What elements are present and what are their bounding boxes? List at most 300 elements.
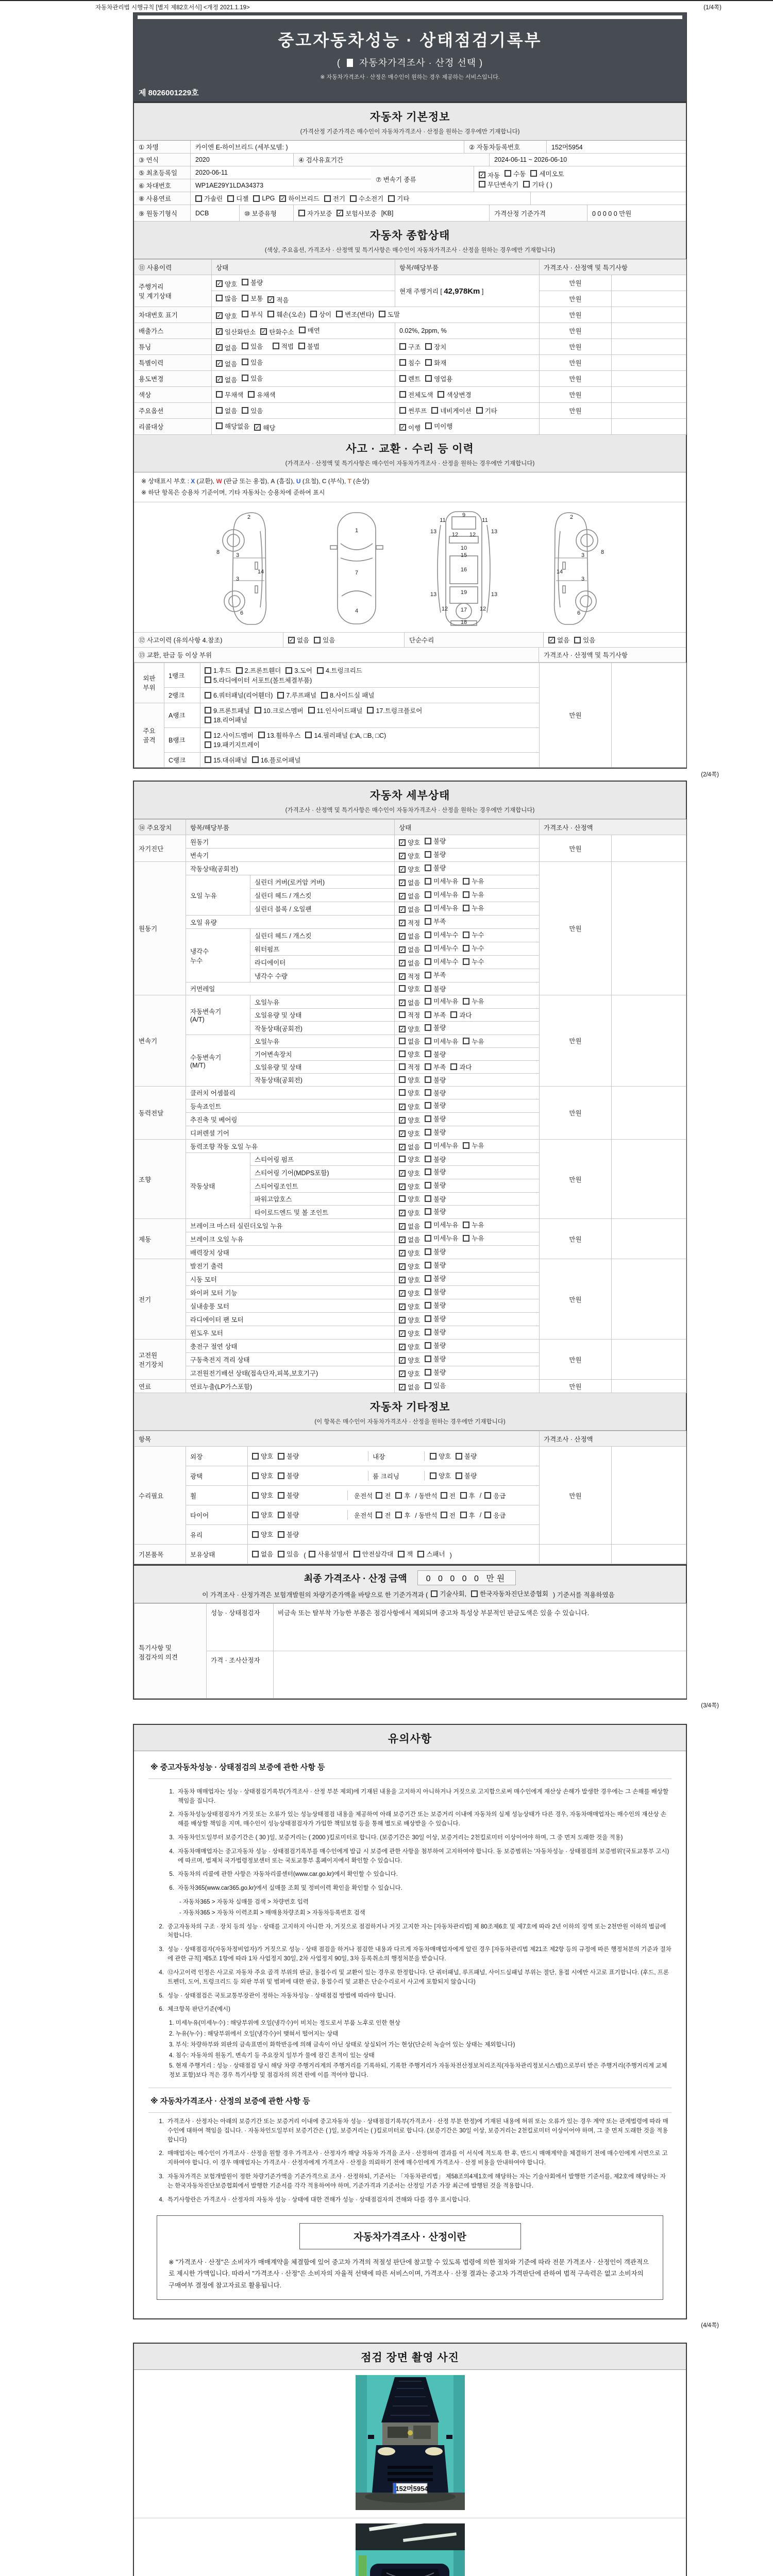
checkbox-option[interactable] <box>314 635 335 645</box>
checkbox-option[interactable] <box>285 666 312 675</box>
checkbox-option[interactable] <box>252 1451 273 1461</box>
checkbox-box <box>309 1551 315 1557</box>
checkbox-option[interactable] <box>425 836 446 845</box>
checkbox-option[interactable] <box>399 878 420 887</box>
checkbox-label: 양호 <box>408 1370 421 1378</box>
checkbox-option[interactable] <box>425 1220 458 1229</box>
checkbox-option[interactable] <box>248 390 275 399</box>
checkbox-option[interactable] <box>425 1141 458 1150</box>
checkbox-option[interactable] <box>574 635 595 645</box>
checkbox-box <box>399 391 406 398</box>
checkbox-option[interactable] <box>399 838 420 847</box>
checkbox-option[interactable] <box>425 1381 446 1390</box>
checkbox-option[interactable] <box>399 1289 420 1298</box>
checkbox-option[interactable] <box>399 1342 420 1351</box>
checkbox-option[interactable] <box>399 1075 420 1084</box>
checkbox-option[interactable] <box>425 1314 446 1323</box>
checkbox-option[interactable] <box>399 1235 420 1244</box>
checkbox-option[interactable] <box>548 635 569 645</box>
checkbox-option[interactable] <box>425 903 458 912</box>
section-subtitle: (가격산정 기준가격은 매수인이 자동차가격조사 · 산정을 원하는 경우에만 기재합니다) <box>300 129 520 135</box>
checkbox-box <box>463 891 469 898</box>
checkbox-option[interactable] <box>216 279 237 289</box>
checkbox-option[interactable] <box>399 958 420 968</box>
checkbox-option[interactable] <box>425 1155 446 1164</box>
checkbox-option[interactable] <box>399 1355 420 1365</box>
checkbox-option[interactable] <box>425 1247 446 1256</box>
checkbox-option[interactable] <box>273 342 294 351</box>
checkbox-label: 미세누유 <box>433 1142 459 1150</box>
checkbox-box: ✓ <box>399 839 405 846</box>
checkbox-option[interactable] <box>425 1088 446 1097</box>
checkbox-option[interactable] <box>399 1102 420 1111</box>
notice-sub-item: 2. 누유(누수) : 해당부위에서 오일(냉각수)이 맺혀서 떨어지는 상태 <box>169 2030 339 2037</box>
checkbox-option[interactable] <box>398 1549 413 1558</box>
checkbox-option[interactable] <box>425 984 446 993</box>
checkbox-box <box>376 1492 382 1499</box>
checkbox-option[interactable] <box>278 1530 299 1539</box>
checkbox-option[interactable] <box>479 180 518 189</box>
checkbox-option[interactable] <box>399 1049 420 1059</box>
checkbox-option[interactable] <box>425 421 452 431</box>
table-row <box>135 387 686 403</box>
checkbox-option[interactable] <box>425 1354 446 1363</box>
checkbox-option[interactable] <box>399 1369 420 1378</box>
checkbox-option[interactable] <box>399 1208 420 1217</box>
checkbox-option[interactable] <box>205 755 247 765</box>
checkbox-option[interactable] <box>324 194 345 203</box>
notice-item-text: 성능 · 상태점검자(자동차정비업자)가 거짓으로 성능 · 상태 점검을 하거나 점검한 내용과 다르게 자동차매매업자에게 알린 경우 [자동차관리법 제21조 제2항 등의 규정에 따른 행정처분의 기준과 절차에 관한 규칙] 제5조 1항에 따라 1차 사업정지 30일, 2차 사업정지 90일, 3차 등록취소의 행정처분을 받습니다. <box>167 1946 671 1962</box>
status-checks <box>212 323 395 339</box>
checkbox-option[interactable] <box>399 1329 420 1338</box>
checkbox-label: 해당 <box>263 424 276 432</box>
checkbox-label: 기타 <box>397 195 410 202</box>
overall-title-bar <box>134 222 686 259</box>
checkbox-label: 13.휠하우스 <box>266 732 301 739</box>
checkbox-option[interactable] <box>463 996 484 1006</box>
checkbox-option[interactable] <box>205 675 312 685</box>
checkbox-option[interactable] <box>399 1262 420 1271</box>
checkbox-option[interactable] <box>305 731 386 740</box>
checkbox-option[interactable] <box>463 903 484 912</box>
checkbox-label: 양호 <box>408 1170 421 1178</box>
item-content <box>248 1486 540 1505</box>
checkbox-box <box>425 1182 431 1189</box>
checkbox-option[interactable] <box>463 1037 484 1046</box>
checkbox-option[interactable] <box>216 327 256 336</box>
checkbox-box <box>379 311 385 317</box>
checkbox-label: 불량 <box>433 1369 446 1377</box>
checkbox-option[interactable] <box>425 1287 446 1296</box>
checkbox-option[interactable] <box>399 1275 420 1284</box>
checkbox-option[interactable] <box>399 905 420 914</box>
checkbox-option[interactable] <box>388 194 409 203</box>
checkbox-option[interactable] <box>216 406 237 415</box>
checkbox-option[interactable] <box>236 666 281 675</box>
checkbox-label: 7.루프패널 <box>286 692 317 700</box>
checkbox-option[interactable] <box>441 1511 456 1520</box>
photo-area-front <box>134 2370 686 2518</box>
checkbox-option[interactable] <box>278 1451 299 1461</box>
checkbox-option[interactable] <box>258 731 301 740</box>
checkbox-option[interactable] <box>505 169 526 178</box>
checkbox-option[interactable] <box>450 1010 472 1020</box>
checkbox-box <box>205 717 211 723</box>
checkbox-label: 불량 <box>433 1329 446 1336</box>
checkbox-option[interactable] <box>425 957 458 966</box>
text-token: / 동반석 <box>415 1492 438 1500</box>
checkbox-option[interactable] <box>278 1490 299 1500</box>
checkbox-option[interactable] <box>242 406 263 415</box>
svg-text:3: 3 <box>236 576 239 583</box>
item-cell <box>395 355 540 371</box>
checkbox-option[interactable] <box>399 918 420 927</box>
checkbox-option[interactable] <box>336 310 374 319</box>
checkbox-label: 구조 <box>408 343 421 351</box>
price-note-cell <box>612 1219 686 1259</box>
checkbox-option[interactable] <box>205 731 254 740</box>
checkbox-option[interactable] <box>216 311 237 320</box>
checkbox-option[interactable] <box>308 706 363 715</box>
checkbox-option[interactable] <box>242 374 263 383</box>
checkbox-option[interactable] <box>216 294 237 303</box>
checkbox-label: 불법 <box>307 343 320 350</box>
checkbox-option[interactable] <box>438 390 471 399</box>
checkbox-option[interactable] <box>205 690 273 700</box>
checkbox-option[interactable] <box>399 1142 420 1151</box>
checkbox-label: 16.플로어패널 <box>260 756 301 764</box>
checkbox-option[interactable] <box>484 1511 506 1520</box>
checkbox-option[interactable] <box>399 1382 420 1392</box>
checkbox-option[interactable] <box>399 358 421 367</box>
checkbox-option[interactable] <box>399 1010 420 1020</box>
checkbox-option[interactable] <box>216 343 237 352</box>
checkbox-option[interactable] <box>425 1127 446 1137</box>
item-name: 기어변속장치 <box>250 1048 395 1061</box>
checkbox-option[interactable] <box>267 310 306 319</box>
checkbox-label: 보통 <box>250 295 263 302</box>
checkbox-option[interactable] <box>425 917 446 926</box>
checkbox-option[interactable] <box>456 1451 477 1461</box>
checkbox-option[interactable] <box>463 957 484 966</box>
svg-text:7: 7 <box>355 570 358 577</box>
opinion-text <box>274 1651 686 1698</box>
checkbox-option[interactable] <box>288 635 309 645</box>
checkbox-option[interactable] <box>463 1233 484 1243</box>
checkbox-option[interactable] <box>425 1114 446 1123</box>
device-group-label: 전기 <box>135 1259 186 1340</box>
checkbox-option[interactable] <box>399 1155 420 1164</box>
checkbox-box <box>450 1063 457 1070</box>
checkbox-option[interactable] <box>430 1471 451 1480</box>
rank-label: C랭크 <box>164 752 200 768</box>
checkbox-option[interactable] <box>425 1341 446 1350</box>
checkbox-option[interactable] <box>425 1010 446 1020</box>
checkbox-option[interactable] <box>278 1471 299 1480</box>
checkbox-box <box>242 375 248 381</box>
checkbox-option[interactable] <box>350 194 383 203</box>
checkbox-option[interactable] <box>425 863 446 872</box>
checkbox-option[interactable] <box>399 1037 420 1046</box>
checkbox-option[interactable] <box>254 423 275 432</box>
checkbox-option[interactable] <box>252 1549 273 1558</box>
checkbox-option[interactable] <box>354 1549 393 1558</box>
checkbox-box <box>367 707 374 714</box>
item-name: 실린더 블록 / 오일팬 <box>250 902 395 916</box>
checkbox-label: 영업용 <box>434 375 453 383</box>
checkbox-option[interactable] <box>425 1167 446 1176</box>
checkbox-option[interactable] <box>399 1194 420 1204</box>
checkbox-option[interactable] <box>399 891 420 901</box>
table-row <box>135 371 686 387</box>
checkbox-option[interactable] <box>227 194 248 203</box>
checkbox-option[interactable] <box>425 1274 446 1283</box>
checkbox-option[interactable] <box>399 390 433 399</box>
checkbox-option[interactable] <box>425 890 458 899</box>
checkbox-option[interactable] <box>399 342 421 351</box>
checkbox-box <box>425 1115 431 1122</box>
checkbox-label: 없음 <box>408 999 421 1007</box>
svg-text:16: 16 <box>460 567 467 573</box>
checkbox-option[interactable] <box>253 195 275 202</box>
checkbox-option[interactable] <box>430 1451 451 1461</box>
checkbox-option[interactable] <box>260 327 294 336</box>
checkbox-option[interactable] <box>484 1491 506 1500</box>
checkbox-label: 18.리어패널 <box>213 717 247 724</box>
checkbox-option[interactable] <box>425 1180 446 1190</box>
checkbox-box <box>463 931 469 938</box>
checkbox-label: 양호 <box>225 280 238 288</box>
checkbox-option[interactable] <box>205 740 260 749</box>
checkbox-option[interactable] <box>395 1491 410 1500</box>
status-checks <box>395 1074 540 1087</box>
status-checks <box>395 1193 540 1206</box>
checkbox-option[interactable] <box>441 1491 456 1500</box>
checkbox-option[interactable] <box>425 358 446 367</box>
checkbox-label: 전 <box>449 1492 456 1500</box>
status-checks <box>395 1259 540 1273</box>
rank-items <box>200 752 540 768</box>
checkbox-option[interactable] <box>463 876 484 886</box>
checkbox-option[interactable] <box>309 1549 348 1558</box>
checkbox-option[interactable] <box>376 1511 391 1520</box>
status-checks <box>395 875 540 889</box>
checkbox-option[interactable] <box>399 998 420 1007</box>
checkbox-option[interactable] <box>463 943 484 953</box>
checkbox-option[interactable] <box>399 972 420 981</box>
checkbox-option[interactable] <box>425 1037 458 1046</box>
price-cell: 만원 <box>540 275 612 291</box>
item-cell <box>395 387 540 403</box>
checkbox-option[interactable] <box>242 342 263 351</box>
checkbox-option[interactable] <box>195 194 223 203</box>
checkbox-option[interactable] <box>277 690 316 700</box>
checkbox-option[interactable] <box>242 278 263 287</box>
checkbox-option[interactable] <box>399 851 420 860</box>
checkbox-option[interactable] <box>425 374 452 383</box>
checkbox-box <box>350 195 357 202</box>
checkbox-option[interactable] <box>216 359 237 368</box>
checkbox-option[interactable] <box>399 374 421 383</box>
checkbox-option[interactable] <box>425 1023 446 1032</box>
item-name: 와이퍼 모터 기능 <box>186 1286 395 1299</box>
price-cell: 만원 <box>540 1380 612 1393</box>
checkbox-box: ✓ <box>399 1210 405 1216</box>
checkbox-option[interactable] <box>242 294 263 303</box>
checkbox-option[interactable] <box>399 406 427 415</box>
checkbox-option[interactable] <box>417 1549 445 1558</box>
table-row <box>135 995 686 1009</box>
checkbox-box <box>258 732 265 738</box>
checkbox-option[interactable] <box>242 310 263 319</box>
checkbox-option[interactable] <box>205 666 231 675</box>
checkbox-option[interactable] <box>367 706 422 715</box>
checkbox-option[interactable] <box>425 970 446 979</box>
checkbox-option[interactable] <box>317 666 362 675</box>
checkbox-box <box>205 732 211 738</box>
checkbox-option[interactable] <box>425 1327 446 1336</box>
checkbox-option[interactable] <box>463 890 484 899</box>
checkbox-option[interactable] <box>252 1530 273 1539</box>
checkbox-option[interactable] <box>399 1302 420 1311</box>
checkbox-option[interactable] <box>460 1491 475 1500</box>
status-checks <box>395 1246 540 1259</box>
checkbox-option[interactable] <box>431 1589 466 1598</box>
device-group-label: 자기진단 <box>135 835 186 862</box>
checkbox-option[interactable] <box>267 295 289 304</box>
item-name: 디퍼렌셜 기어 <box>186 1126 395 1140</box>
checkbox-option[interactable] <box>425 1100 446 1110</box>
checkbox-option[interactable] <box>399 1222 420 1231</box>
checkbox-option[interactable] <box>523 180 552 189</box>
checkbox-option[interactable] <box>399 865 420 874</box>
checkbox-box <box>431 1590 438 1597</box>
checkbox-option[interactable] <box>205 715 247 724</box>
checkbox-option[interactable] <box>278 1549 299 1558</box>
legend-segment: (손상) <box>351 478 369 485</box>
checkbox-option[interactable] <box>252 1490 273 1500</box>
checkbox-option[interactable] <box>476 406 497 415</box>
accident-history-checks <box>283 633 405 647</box>
checkbox-option[interactable] <box>379 310 400 319</box>
checkbox-option[interactable] <box>252 755 301 765</box>
checkbox-option[interactable] <box>255 706 304 715</box>
checkbox-option[interactable] <box>463 1220 484 1229</box>
checkbox-option[interactable] <box>321 690 374 700</box>
checkbox-option[interactable] <box>425 1194 446 1204</box>
checkbox-option[interactable] <box>399 931 420 941</box>
checkbox-option[interactable] <box>425 930 458 939</box>
device-group-label: 조향 <box>135 1140 186 1219</box>
checkbox-option[interactable] <box>530 169 564 178</box>
notice-item <box>152 1992 671 2001</box>
price-cell: 만원 <box>540 1447 612 1545</box>
checkbox-label: 누수 <box>472 945 484 953</box>
checkbox-option[interactable] <box>399 1315 420 1325</box>
checkbox-option[interactable] <box>278 1510 299 1519</box>
checkbox-option[interactable] <box>425 943 458 953</box>
checkbox-box <box>399 375 406 382</box>
checkbox-option[interactable] <box>216 390 243 399</box>
checkbox-option[interactable] <box>399 1115 420 1125</box>
svg-text:2: 2 <box>247 514 250 521</box>
checkbox-option[interactable] <box>425 1300 446 1310</box>
checkbox-option[interactable] <box>463 930 484 939</box>
checkbox-option[interactable] <box>252 1471 273 1480</box>
checkbox-option[interactable] <box>298 209 332 218</box>
checkbox-option[interactable] <box>310 310 331 319</box>
checkbox-option[interactable] <box>425 1075 446 1084</box>
checkbox-option[interactable] <box>399 1182 420 1191</box>
item-name: 충전구 절연 상태 <box>186 1340 395 1353</box>
checkbox-option[interactable] <box>425 850 446 859</box>
checkbox-option[interactable] <box>399 945 420 954</box>
checkbox-option[interactable] <box>425 1049 446 1059</box>
checkbox-option[interactable] <box>425 996 458 1006</box>
checkbox-label: 전 <box>384 1492 391 1500</box>
checkbox-box: ✓ <box>280 195 285 202</box>
checkbox-box <box>253 195 260 202</box>
item-name: 클러치 어셈블리 <box>186 1087 395 1099</box>
content-flex <box>252 1510 535 1520</box>
checkbox-option[interactable] <box>425 1207 446 1216</box>
checkbox-option[interactable] <box>425 1233 458 1243</box>
item-name: 오일누유 <box>250 995 395 1009</box>
checkbox-option[interactable] <box>425 342 446 351</box>
item-name: 시동 모터 <box>186 1273 395 1286</box>
checkbox-option[interactable] <box>456 1471 477 1480</box>
checkbox-option[interactable] <box>399 984 420 993</box>
checkbox-option[interactable] <box>279 194 319 203</box>
checkbox-option[interactable] <box>399 1248 420 1258</box>
checkbox-option[interactable] <box>299 326 320 335</box>
checkbox-option[interactable] <box>399 1168 420 1178</box>
notice-item-text: 성능 · 상태점검은 국토교통부장관이 정하는 자동차성능 · 상태점검 방법에 따라야 합니다. <box>167 1992 396 1999</box>
checkbox-option[interactable] <box>399 1129 420 1138</box>
checkbox-option[interactable] <box>425 876 458 886</box>
price-note-cell <box>612 323 686 339</box>
checkbox-label: 기타 ( ) <box>532 181 552 189</box>
checkbox-option[interactable] <box>216 375 237 384</box>
checkbox-option[interactable] <box>337 209 376 218</box>
checkbox-option[interactable] <box>376 1491 391 1500</box>
checkbox-option[interactable] <box>463 1141 484 1150</box>
checkbox-option[interactable] <box>399 423 421 432</box>
checkbox-option[interactable] <box>252 1510 273 1519</box>
checkbox-option[interactable] <box>425 1260 446 1269</box>
item-content <box>248 1466 540 1486</box>
price-note-cell <box>612 1087 686 1140</box>
checkbox-option[interactable] <box>425 1062 446 1072</box>
checkbox-option[interactable] <box>205 706 250 715</box>
checkbox-option[interactable] <box>450 1062 472 1072</box>
checkbox-option[interactable] <box>216 421 249 431</box>
checkbox-option[interactable] <box>298 342 320 351</box>
legend-segment: C <box>322 478 327 485</box>
checkbox-option[interactable] <box>395 1511 410 1520</box>
checkbox-option[interactable] <box>431 406 471 415</box>
checkbox-option[interactable] <box>399 1088 420 1097</box>
checkbox-option[interactable] <box>460 1511 475 1520</box>
checkbox-option[interactable] <box>425 1367 446 1377</box>
checkbox-option[interactable] <box>479 171 500 180</box>
sub-group-label: 냉각수 누수 <box>186 929 250 982</box>
checkbox-option[interactable] <box>399 1062 420 1072</box>
checkbox-option[interactable] <box>471 1589 548 1598</box>
checkbox-option[interactable] <box>399 1024 420 1033</box>
status-checks <box>395 1179 540 1193</box>
checkbox-option[interactable] <box>242 358 263 367</box>
